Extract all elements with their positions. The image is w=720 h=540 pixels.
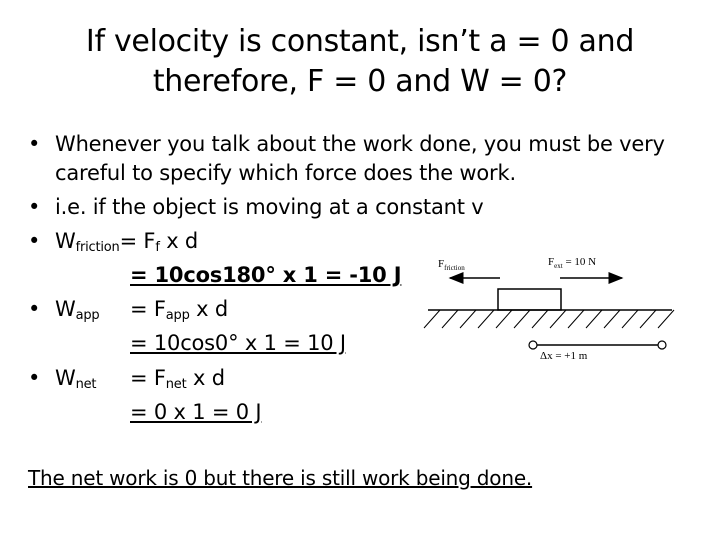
- bullet-marker: •: [28, 366, 41, 390]
- friction-force-label: $F_{friction}$: [438, 258, 465, 272]
- bullet-marker: •: [28, 132, 41, 156]
- title-line-2: therefore, F = 0 and W = 0?: [152, 64, 568, 99]
- bullet-marker: •: [28, 297, 41, 321]
- w-net-formula: = $F_{net}$ x d: [130, 366, 225, 392]
- bullet-1-line-2: careful to specify which force does the work.: [55, 161, 516, 185]
- bullet-2: i.e. if the object is moving at a constant v: [55, 195, 484, 219]
- w-app-formula: = $F_{app}$ x d: [130, 297, 228, 323]
- w-net-result: = 0 x 1 = 0 J: [130, 400, 262, 424]
- displacement-start-point: [529, 341, 537, 349]
- bullet-marker: •: [28, 195, 41, 219]
- ground-hatching: [424, 310, 674, 328]
- displacement-label: Δx = +1 m: [540, 350, 588, 362]
- displacement-end-point: [658, 341, 666, 349]
- w-net-label: $W_{net}$: [55, 366, 97, 392]
- bullet-1-line-1: Whenever you talk about the work done, you must be very: [55, 132, 665, 156]
- conclusion-text: The net work is 0 but there is still work being done.: [28, 466, 533, 490]
- block: [498, 289, 561, 310]
- title-line-1: If velocity is constant, isn’t a = 0 and: [85, 24, 635, 59]
- external-force-label: $F_{ext} = 10$ N: [548, 256, 597, 270]
- bullet-marker: •: [28, 229, 41, 253]
- w-app-result: = 10cos0° x 1 = 10 J: [130, 331, 346, 355]
- w-friction-formula: $W_{friction}= F_f$ x d: [55, 229, 199, 255]
- slide-title: [0, 22, 720, 102]
- w-friction-result: = 10cos180° x 1 = -10 J: [130, 263, 402, 287]
- w-app-label: $W_{app}$: [55, 297, 100, 323]
